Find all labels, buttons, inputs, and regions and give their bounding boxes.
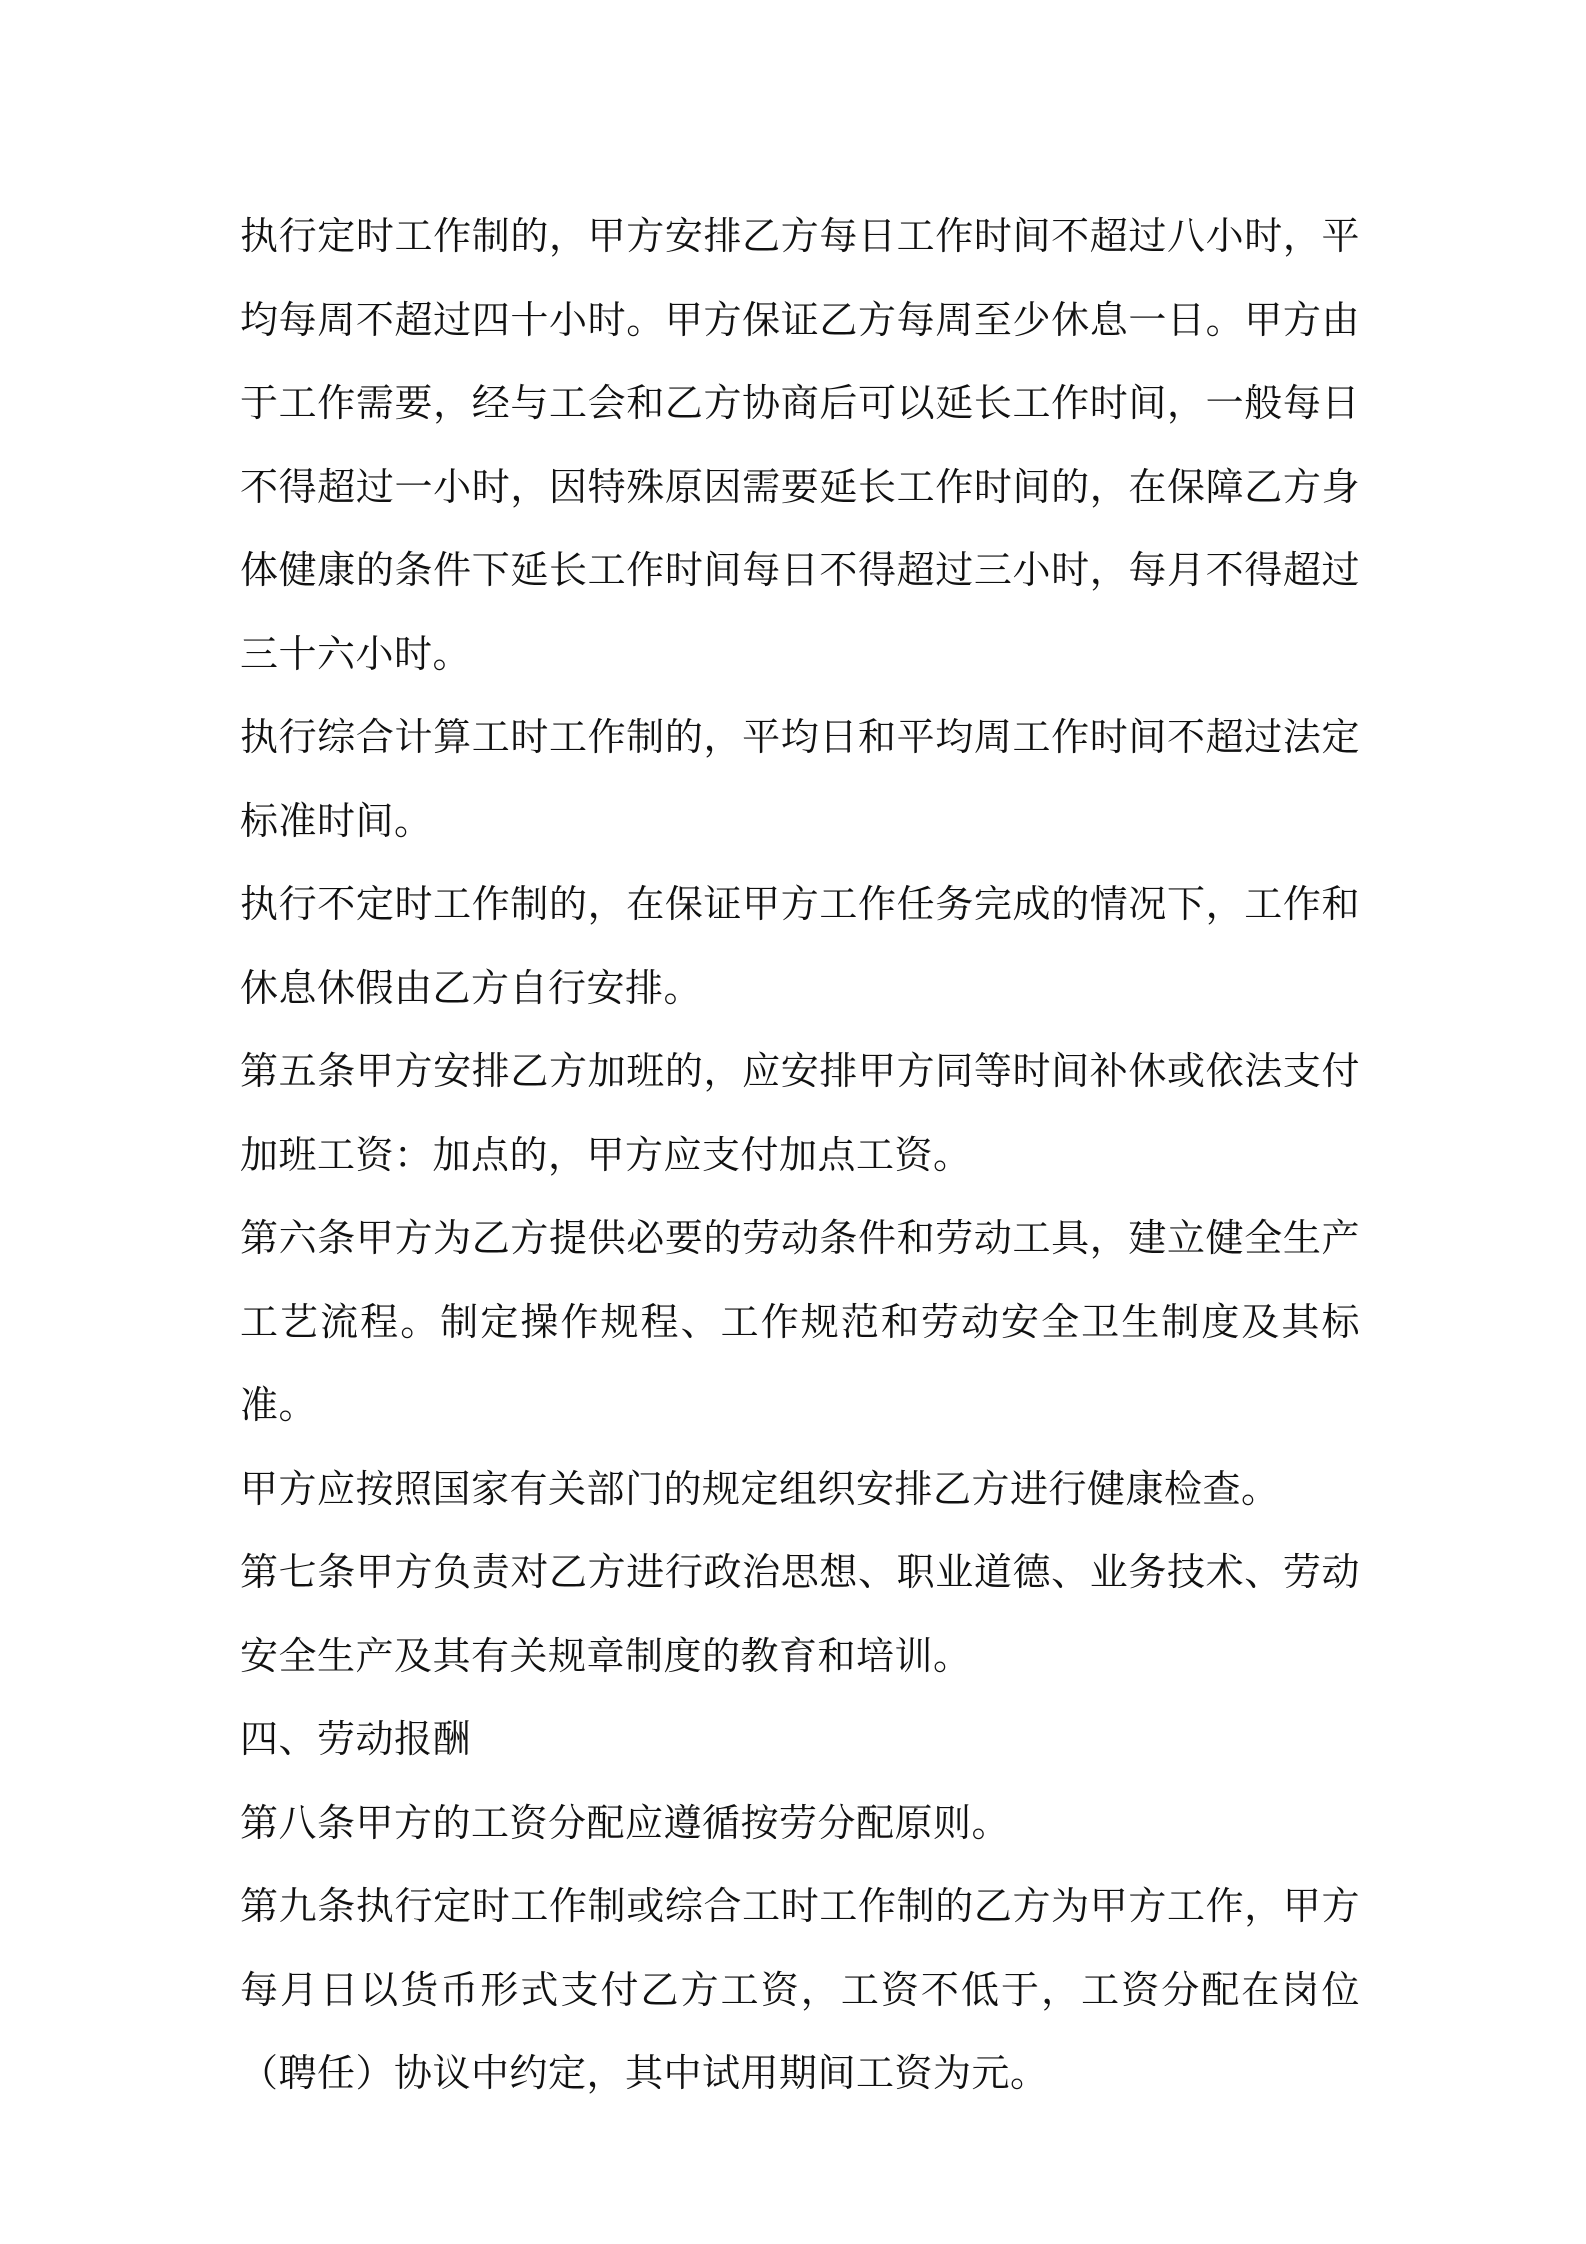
paragraph-article-6: 第六条甲方为乙方提供必要的劳动条件和劳动工具，建立健全生产工艺流程。制定操作规程、工作规范和劳动安全卫生制度及其标准。 [240, 1216, 1360, 1427]
paragraph-working-hours-flexible: 执行不定时工作制的，在保证甲方工作任务完成的情况下，工作和休息休假由乙方自行安排。 [240, 882, 1360, 1010]
section-heading-remuneration: 四、劳动报酬 [240, 1717, 472, 1761]
paragraph-working-hours-fixed: 执行定时工作制的，甲方安排乙方每日工作时间不超过八小时，平均每周不超过四十小时。甲方保证乙方每周至少休息一日。甲方由于工作需要，经与工会和乙方协商后可以延长工作时间，一般每日不得超过一小时，因特殊原因需要延长工作时间的，在保障乙方身体健康的条件下延长工作时间每日不得超过三小时，每月不得超过三十六小时。 [240, 214, 1360, 676]
paragraph-article-8: 第八条甲方的工资分配应遵循按劳分配原则。 [240, 1800, 1011, 1845]
paragraph-article-9: 第九条执行定时工作制或综合工时工作制的乙方为甲方工作，甲方每月日以货币形式支付乙方工资，工资不低于，工资分配在岗位（聘任）协议中约定，其中试用期间工资为元。 [240, 1884, 1360, 2095]
paragraph-article-5: 第五条甲方安排乙方加班的，应安排甲方同等时间补休或依法支付加班工资：加点的，甲方应支付加点工资。 [240, 1049, 1360, 1177]
document-body [240, 195, 1360, 2116]
paragraph-working-hours-comprehensive: 执行综合计算工时工作制的，平均日和平均周工作时间不超过法定标准时间。 [240, 715, 1360, 843]
paragraph-health-check: 甲方应按照国家有关部门的规定组织安排乙方进行健康检查。 [240, 1466, 1280, 1511]
paragraph-article-7: 第七条甲方负责对乙方进行政治思想、职业道德、业务技术、劳动安全生产及其有关规章制度的教育和培训。 [240, 1550, 1360, 1678]
